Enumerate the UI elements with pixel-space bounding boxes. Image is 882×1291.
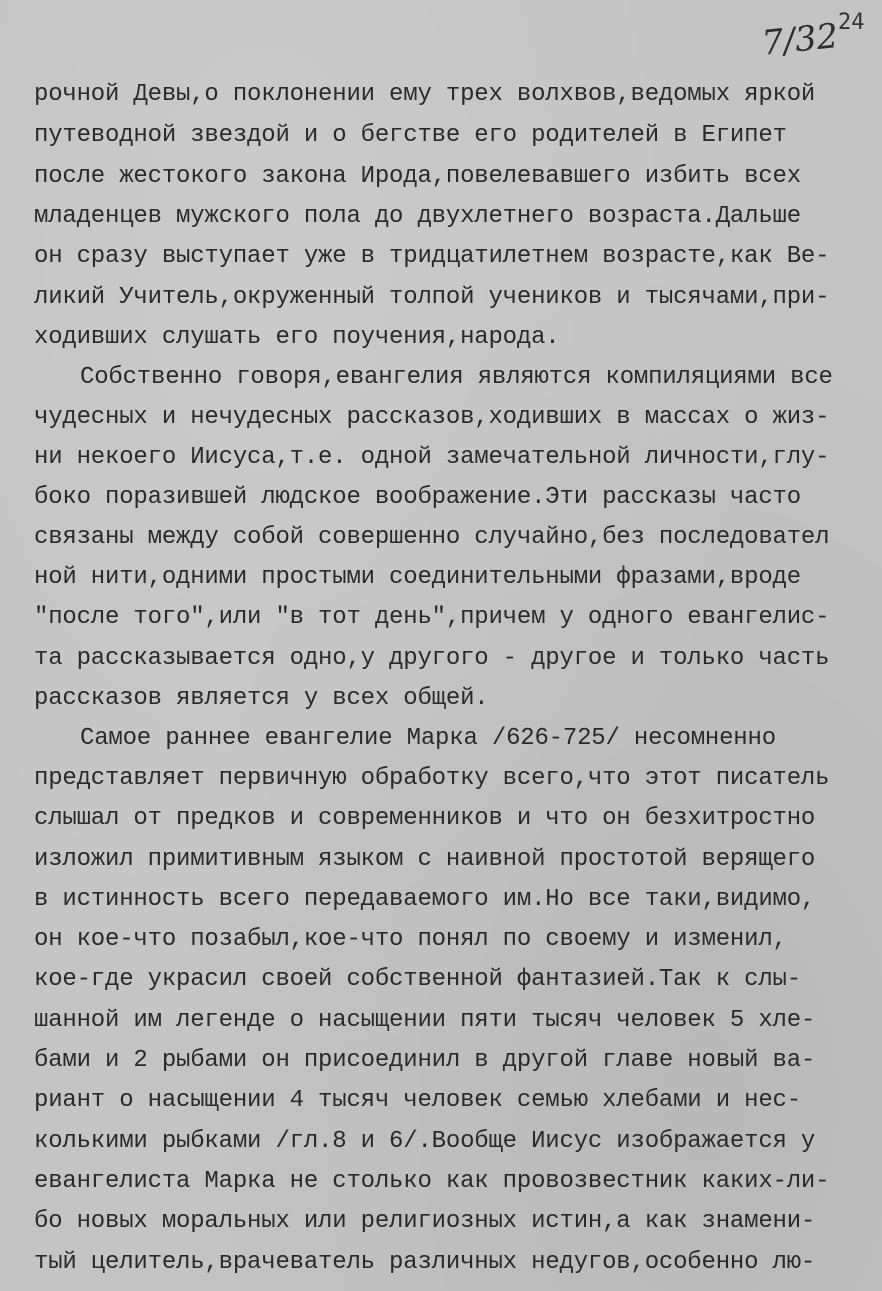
text-line: ликий Учитель,окруженный толпой учеников и тысячами,при-: [34, 284, 830, 311]
text-line: бами и 2 рыбами он присоединил в другой главе новый ва-: [34, 1047, 816, 1074]
text-line: чудесных и нечудесных рассказов,ходивших в массах о жиз-: [34, 404, 830, 431]
text-line: шанной им легенде о насыщении пяти тысяч человек 5 хле-: [34, 1007, 816, 1034]
text-line: после жестокого закона Ирода,повелевавшего избить всех: [34, 163, 801, 190]
text-line: слышал от предков и современников и что он безхитростно: [34, 805, 816, 832]
text-line: риант о насыщении 4 тысяч человек семью хлебами и нес-: [34, 1087, 801, 1114]
text-line: ной нити,одними простыми соединительными фразами,вроде: [34, 564, 801, 591]
text-line: младенцев мужского пола до двухлетнего возраста.Дальше: [34, 203, 801, 230]
text-line: он кое-что позабыл,кое-что понял по своему и изменил,: [34, 926, 787, 953]
text-line: тый целитель,врачеватель различных недугов,особенно лю-: [34, 1249, 816, 1276]
text-line: связаны между собой совершенно случайно,без последовател: [34, 524, 830, 551]
text-line: боко поразившей людское воображение.Эти рассказы часто: [34, 484, 801, 511]
text-line: рочной Девы,о поклонении ему трех волхвов,ведомых яркой: [34, 81, 816, 108]
text-line: евангелиста Марка не столько как провозвестник каких-ли-: [34, 1168, 830, 1195]
text-line: колькими рыбками /гл.8 и 6/.Вообще Иисус изображается у: [34, 1128, 816, 1155]
text-line: Самое раннее евангелие Марка /626-725/ несомненно: [80, 725, 776, 752]
text-line: "после того",или "в тот день",причем у одного евангелис-: [34, 604, 830, 631]
text-line: в истинность всего передаваемого им.Но все таки,видимо,: [34, 886, 816, 913]
text-line: Собственно говоря,евангелия являются компиляциями все: [80, 364, 833, 391]
text-line: представляет первичную обработку всего,что этот писатель: [34, 765, 830, 792]
page-number: 24: [838, 10, 865, 35]
text-line: он сразу выступает уже в тридцатилетнем возрасте,как Ве-: [34, 243, 830, 270]
text-line: путеводной звездой и о бегстве его родителей в Египет: [34, 122, 787, 149]
text-line: ни некоего Иисуса,т.е. одной замечательной личности,глу-: [34, 444, 830, 471]
text-line: бо новых моральных или религиозных истин,а как знамени-: [34, 1208, 816, 1235]
text-line: та рассказывается одно,у другого - другое и только часть: [34, 645, 830, 672]
text-line: изложил примитивным языком с наивной простотой верящего: [34, 846, 816, 873]
text-line: кое-где украсил своей собственной фантазией.Так к слы-: [34, 966, 801, 993]
handwritten-folio-number: 7/32: [760, 16, 841, 64]
text-line: рассказов является у всех общей.: [34, 685, 489, 712]
text-line: ходивших слушать его поучения,народа.: [34, 324, 560, 351]
